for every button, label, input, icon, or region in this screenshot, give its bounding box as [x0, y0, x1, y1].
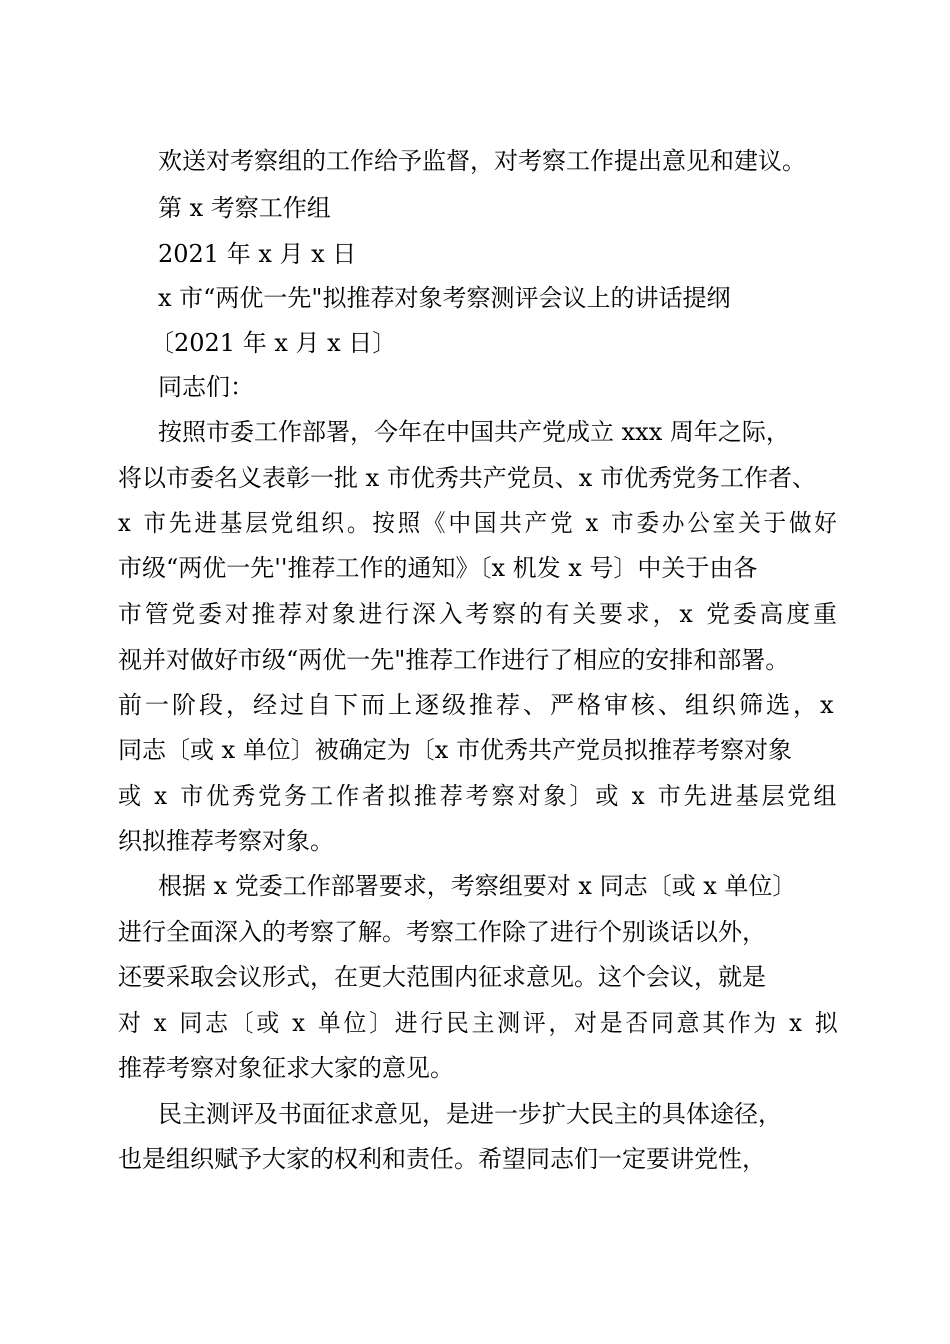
paragraph-2-line: 根据 x 党委工作部署要求，考察组要对 x 同志〔或 x 单位〕: [158, 872, 797, 900]
paragraph-2-line: 进行全面深入的考察了解。考察工作除了进行个别谈话以外，: [118, 918, 766, 946]
paragraph-1-line: 市管党委对推荐对象进行深入考察的有关要求，x 党委高度重: [118, 600, 840, 628]
paragraph-1-line: 前一阶段，经过自下而上逐级推荐、严格审核、组织筛选，x: [118, 691, 837, 719]
paragraph-1-line: 按照市委工作部署，今年在中国共产党成立 xxx 周年之际，: [158, 418, 790, 446]
speech-date: 〔2021 年 x 月 x 日〕: [150, 329, 397, 357]
text-line-signature: 第 x 考察工作组: [158, 194, 331, 222]
text-line-date: 2021 年 x 月 x 日: [158, 240, 357, 268]
paragraph-1-line: 视并对做好市级“两优一先"推荐工作进行了相应的安排和部署。: [118, 646, 790, 674]
paragraph-1-line: 或 x 市优秀党务工作者拟推荐考察对象〕或 x 市先进基层党组: [118, 782, 840, 810]
paragraph-1-line: x 市先进基层党组织。按照《中国共产党 x 市委办公室关于做好: [118, 509, 840, 537]
paragraph-1-line: 将以市委名义表彰一批 x 市优秀共产党员、x 市优秀党务工作者、: [118, 464, 816, 492]
paragraph-2-line: 推荐考察对象征求大家的意见。: [118, 1054, 454, 1082]
paragraph-1-line: 市级“两优一先''推荐工作的通知》〔x 机发 x 号〕中关于由各: [118, 554, 758, 582]
paragraph-1-line: 同志〔或 x 单位〕被确定为〔x 市优秀共产党员拟推荐考察对象: [118, 736, 792, 764]
speech-title: x 市“两优一先"拟推荐对象考察测评会议上的讲话提纲: [158, 284, 731, 312]
paragraph-3-line: 也是组织赋予大家的权利和责任。希望同志们一定要讲党性，: [118, 1145, 766, 1173]
text-line-closing: 欢送对考察组的工作给予监督，对考察工作提出意见和建议。: [158, 147, 806, 175]
paragraph-2-line: 还要采取会议形式，在更大范围内征求意见。这个会议，就是: [118, 963, 766, 991]
paragraph-3-line: 民主测评及书面征求意见，是进一步扩大民主的具体途径，: [158, 1100, 782, 1128]
paragraph-1-line: 织拟推荐考察对象。: [118, 827, 334, 855]
paragraph-2-line: 对 x 同志〔或 x 单位〕进行民主测评，对是否同意其作为 x 拟: [118, 1009, 841, 1037]
salutation: 同志们：: [158, 373, 254, 401]
